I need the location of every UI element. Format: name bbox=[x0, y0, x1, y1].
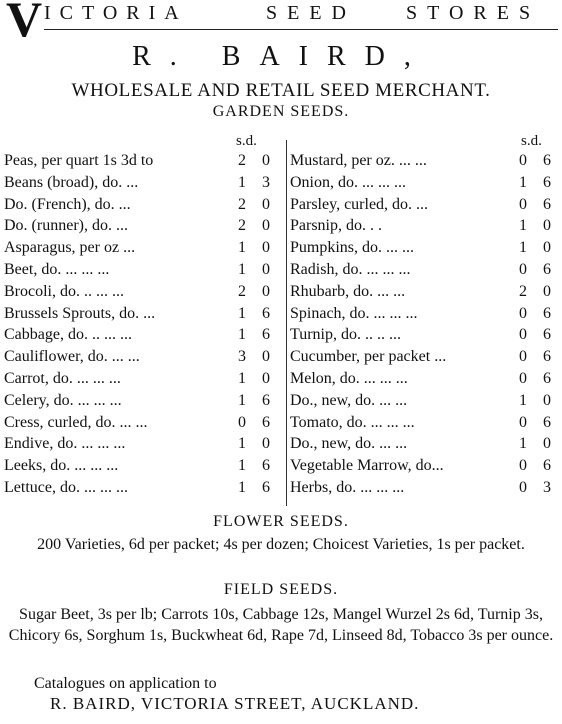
item-label: Leeks, do. ... ... ... bbox=[4, 457, 119, 475]
price-row bbox=[290, 412, 560, 434]
price-row bbox=[4, 390, 284, 412]
price-row bbox=[290, 324, 560, 346]
price-row bbox=[4, 259, 284, 281]
item-label: Do., new, do. ... ... bbox=[290, 391, 408, 409]
price-row bbox=[4, 324, 284, 346]
item-label: Onion, do. ... ... ... bbox=[290, 173, 406, 191]
flower-seeds-heading: FLOWER SEEDS. bbox=[213, 513, 349, 530]
item-label: Celery, do. ... ... ... bbox=[4, 391, 122, 409]
price-row bbox=[4, 150, 284, 172]
item-price: 0 6 bbox=[519, 304, 557, 322]
item-price: 1 0 bbox=[519, 239, 557, 257]
item-label: Cauliflower, do. ... ... bbox=[4, 348, 140, 366]
item-label: Brussels Sprouts, do. ... bbox=[4, 304, 156, 322]
item-price: 2 0 bbox=[238, 217, 276, 235]
price-row bbox=[290, 194, 560, 216]
price-row bbox=[4, 215, 284, 237]
item-price: 2 0 bbox=[238, 195, 276, 213]
item-label: Spinach, do. ... ... ... bbox=[290, 304, 418, 322]
item-price: 2 0 bbox=[238, 152, 276, 169]
field-seeds-text: Sugar Beet, 3s per lb; Carrots 10s, Cabbage 12s, Mangel Wurzel 2s 6d, Turnip 3s, Chicory 6s, Sorghum 1s, Buckwheat 6d, Rape 7d, Linseed 8d, Tobacco 3s per ounce. bbox=[8, 606, 554, 644]
column-divider bbox=[286, 140, 287, 506]
price-row bbox=[290, 477, 560, 499]
item-price: 1 0 bbox=[519, 435, 557, 453]
item-label: Asparagus, per oz ... bbox=[4, 239, 136, 257]
item-label: Do., new, do. ... ... bbox=[290, 435, 408, 453]
item-price: 0 6 bbox=[519, 413, 557, 431]
price-row bbox=[290, 237, 560, 259]
item-price: 0 6 bbox=[519, 326, 557, 344]
address-line: R. BAIRD, VICTORIA STREET, AUCKLAND. bbox=[50, 694, 420, 713]
item-price: 0 6 bbox=[519, 348, 557, 366]
item-price: 0 6 bbox=[519, 370, 557, 387]
item-label: Carrot, do. ... ... ... bbox=[4, 370, 121, 387]
item-price: 1 0 bbox=[238, 435, 276, 453]
item-price: 1 6 bbox=[238, 479, 276, 496]
price-row bbox=[4, 237, 284, 259]
item-price: 2 0 bbox=[238, 282, 276, 300]
price-row bbox=[4, 172, 284, 194]
item-label: Parsnip, do. . . bbox=[290, 217, 382, 235]
item-label: Mustard, per oz. ... ... bbox=[290, 152, 427, 169]
item-label: Do. (runner), do. ... bbox=[4, 217, 128, 235]
price-row bbox=[4, 477, 284, 499]
price-header-right: s.d. bbox=[521, 133, 542, 149]
item-label: Cabbage, do. .. ... ... bbox=[4, 326, 132, 344]
price-row bbox=[290, 172, 560, 194]
item-price: 0 6 bbox=[519, 457, 557, 475]
item-label: Cucumber, per packet ... bbox=[290, 348, 447, 366]
garden-seeds-heading: GARDEN SEEDS. bbox=[212, 103, 350, 120]
field-seeds-heading: FIELD SEEDS. bbox=[223, 581, 339, 598]
item-price: 1 0 bbox=[238, 239, 276, 257]
item-label: Vegetable Marrow, do... bbox=[290, 457, 444, 475]
price-row bbox=[4, 433, 284, 455]
item-label: Tomato, do. ... ... ... bbox=[290, 413, 415, 431]
item-price: 1 0 bbox=[238, 261, 276, 278]
price-row bbox=[290, 455, 560, 477]
masthead-initial: V bbox=[6, 0, 43, 47]
price-row bbox=[290, 346, 560, 368]
item-label: Rhubarb, do. ... ... bbox=[290, 282, 406, 300]
item-label: Turnip, do. .. .. ... bbox=[290, 326, 401, 344]
price-row bbox=[290, 303, 560, 325]
item-price: 1 6 bbox=[238, 457, 276, 475]
price-row bbox=[290, 259, 560, 281]
price-row bbox=[290, 281, 560, 303]
item-price: 1 6 bbox=[238, 326, 276, 344]
item-label: Do. (French), do. ... bbox=[4, 195, 131, 213]
item-price: 2 0 bbox=[519, 282, 557, 300]
item-price: 1 6 bbox=[519, 173, 557, 191]
price-row bbox=[290, 215, 560, 237]
item-label: Lettuce, do. ... ... ... bbox=[4, 479, 128, 496]
catalogue-line: Catalogues on application to bbox=[34, 675, 217, 692]
item-label: Pumpkins, do. ... ... bbox=[290, 239, 415, 257]
merchant-title: WHOLESALE AND RETAIL SEED MERCHANT. bbox=[71, 80, 491, 101]
item-label: Beans (broad), do. ... bbox=[4, 173, 139, 191]
item-price: 1 0 bbox=[238, 370, 276, 387]
item-price: 0 3 bbox=[519, 479, 557, 496]
price-row bbox=[4, 412, 284, 434]
item-price: 1 3 bbox=[238, 173, 276, 191]
price-row bbox=[4, 194, 284, 216]
price-row bbox=[4, 455, 284, 477]
item-label: Parsley, curled, do. ... bbox=[290, 195, 429, 213]
item-label: Beet, do. ... ... ... bbox=[4, 261, 110, 278]
price-row bbox=[290, 368, 560, 390]
item-label: Brocoli, do. .. ... ... bbox=[4, 282, 124, 300]
masthead-word-seed: SEED bbox=[266, 2, 356, 24]
item-price: 1 0 bbox=[519, 391, 557, 409]
price-row bbox=[4, 346, 284, 368]
merchant-name: R. BAIRD, bbox=[132, 41, 430, 72]
item-price: 3 0 bbox=[238, 348, 276, 366]
item-price: 1 0 bbox=[519, 217, 557, 235]
item-price: 0 6 bbox=[519, 152, 557, 169]
price-row bbox=[4, 303, 284, 325]
item-price: 1 6 bbox=[238, 391, 276, 409]
item-label: Cress, curled, do. ... ... bbox=[4, 413, 148, 431]
item-price: 0 6 bbox=[519, 195, 557, 213]
masthead-rule bbox=[44, 29, 558, 30]
masthead bbox=[6, 0, 558, 47]
price-row bbox=[4, 368, 284, 390]
item-price: 1 6 bbox=[238, 304, 276, 322]
price-header-left: s.d. bbox=[236, 133, 257, 149]
price-row bbox=[290, 390, 560, 412]
item-label: Radish, do. ... ... ... bbox=[290, 261, 411, 278]
item-price: 0 6 bbox=[519, 261, 557, 278]
masthead-word-victoria: ICTORIA bbox=[44, 2, 188, 24]
flower-seeds-text: 200 Varieties, 6d per packet; 4s per dozen; Choicest Varieties, 1s per packet. bbox=[37, 536, 525, 553]
item-label: Peas, per quart 1s 3d to bbox=[4, 152, 154, 169]
price-row bbox=[290, 433, 560, 455]
masthead-word-stores: STORES bbox=[406, 2, 541, 24]
item-label: Melon, do. ... ... ... bbox=[290, 370, 408, 387]
item-label: Endive, do. ... ... ... bbox=[4, 435, 126, 453]
price-row bbox=[4, 281, 284, 303]
price-row bbox=[290, 150, 560, 172]
item-price: 0 6 bbox=[238, 413, 276, 431]
item-label: Herbs, do. ... ... ... bbox=[290, 479, 405, 496]
